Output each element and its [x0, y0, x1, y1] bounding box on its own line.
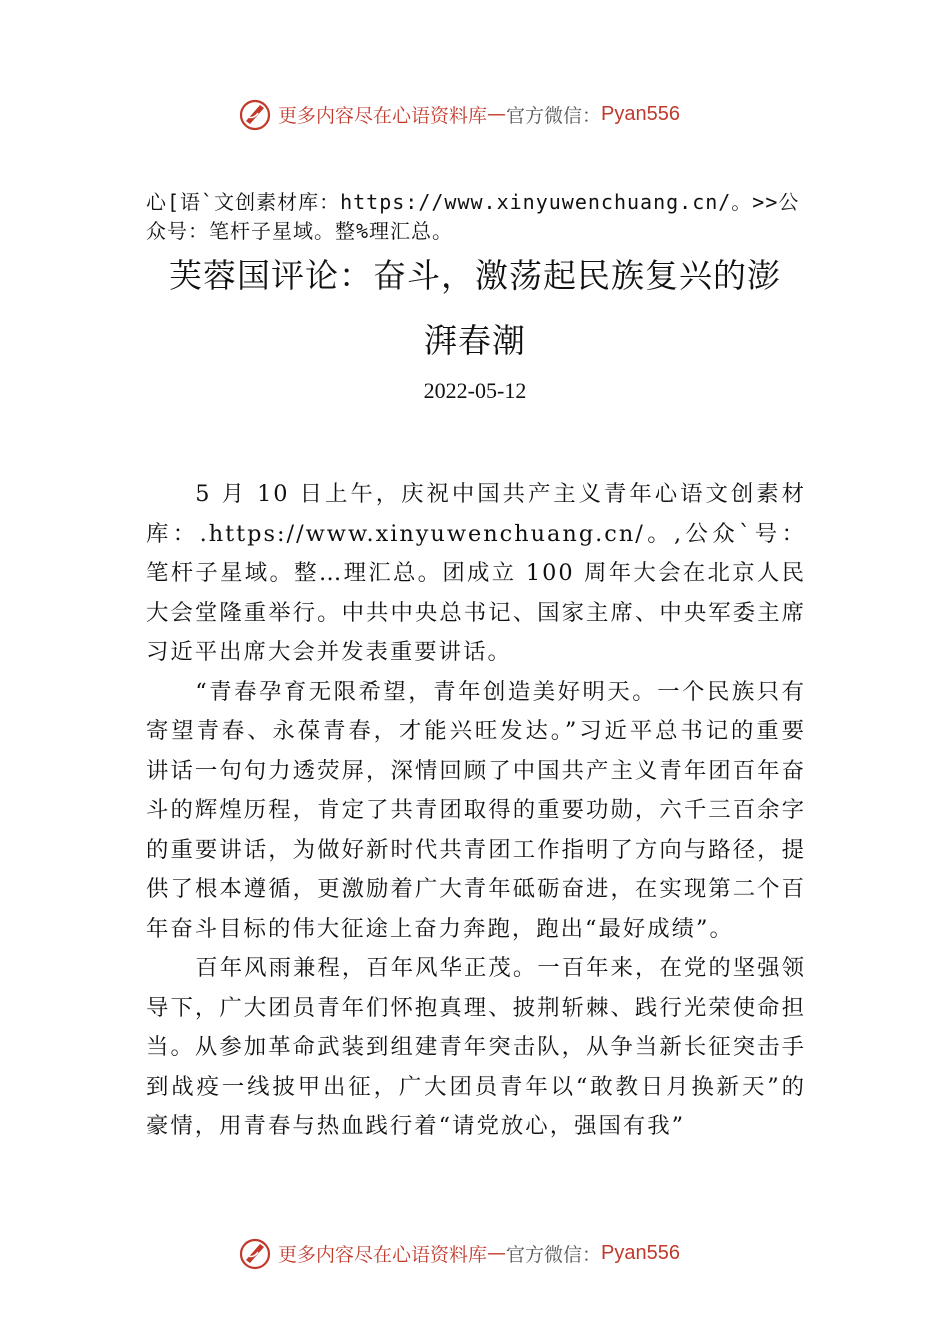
- banner-dash: —: [487, 1242, 507, 1264]
- wechat-id: Pyan556: [601, 1241, 680, 1264]
- banner-dash: —: [487, 103, 507, 125]
- article-title-line-1: 芙蓉国评论：奋斗，激荡起民族复兴的澎: [169, 256, 781, 295]
- wechat-id: Pyan556: [601, 102, 680, 125]
- article-date: 2022-05-12: [423, 378, 527, 403]
- wechat-label: 官方微信：: [506, 1243, 602, 1266]
- banner-text: 更多内容尽在心语资料库: [278, 104, 488, 127]
- article-title-line-2: 湃春潮: [424, 321, 526, 360]
- paragraph: 百年风雨兼程，百年风华正茂。一百年来，在党的坚强领导下，广大团员青年们怀抱真理、披荆斩棘、践行光荣使命担当。从参加革命武装到组建青年突击队，从争当新长征突击手到战疫一线披甲出征，广大团员青年以“敢教日月换新天”的豪情，用青春与热血践行着“请党放心，强国有我”: [146, 955, 806, 1139]
- banner-text: 更多内容尽在心语资料库: [278, 1243, 488, 1266]
- quill-seal-icon: [238, 97, 272, 131]
- header-banner: [238, 94, 680, 134]
- wechat-label: 官方微信：: [506, 104, 602, 127]
- paragraph: 5 月 10 日上午，庆祝中国共产主义青年心语文创素材库：.https://www.xinyuwenchuang.cn/。,公众`号：笔杆子星域。整…理汇总。团成立 100 周年大会在北京人民大会堂隆重举行。中共中央总书记、国家主席、中央军委主席习近平出席大会并发表重要讲话。: [146, 481, 806, 665]
- paragraph: “青春孕育无限希望，青年创造美好明天。一个民族只有寄望青春、永葆青春，才能兴旺发达。”习近平总书记的重要讲话一句句力透荧屏，深情回顾了中国共产主义青年团百年奋斗的辉煌历程，肯定了共青团取得的重要功勋，六千三百余字的重要讲话，为做好新时代共青团工作指明了方向与路径，提供了根本遵循，更激励着广大青年砥砺奋进，在实现第二个百年奋斗目标的伟大征途上奋力奔跑，跑出“最好成绩”。: [146, 678, 806, 942]
- article-body: [146, 475, 806, 1147]
- watermark-line-1: 心[语`文创素材库：https://www.xinyuwenchuang.cn/。>>公: [146, 190, 800, 214]
- quill-seal-icon: [238, 1236, 272, 1270]
- footer-banner: [238, 1233, 680, 1273]
- watermark-line-2: 众号：笔杆子星域。整%理汇总。: [146, 219, 454, 243]
